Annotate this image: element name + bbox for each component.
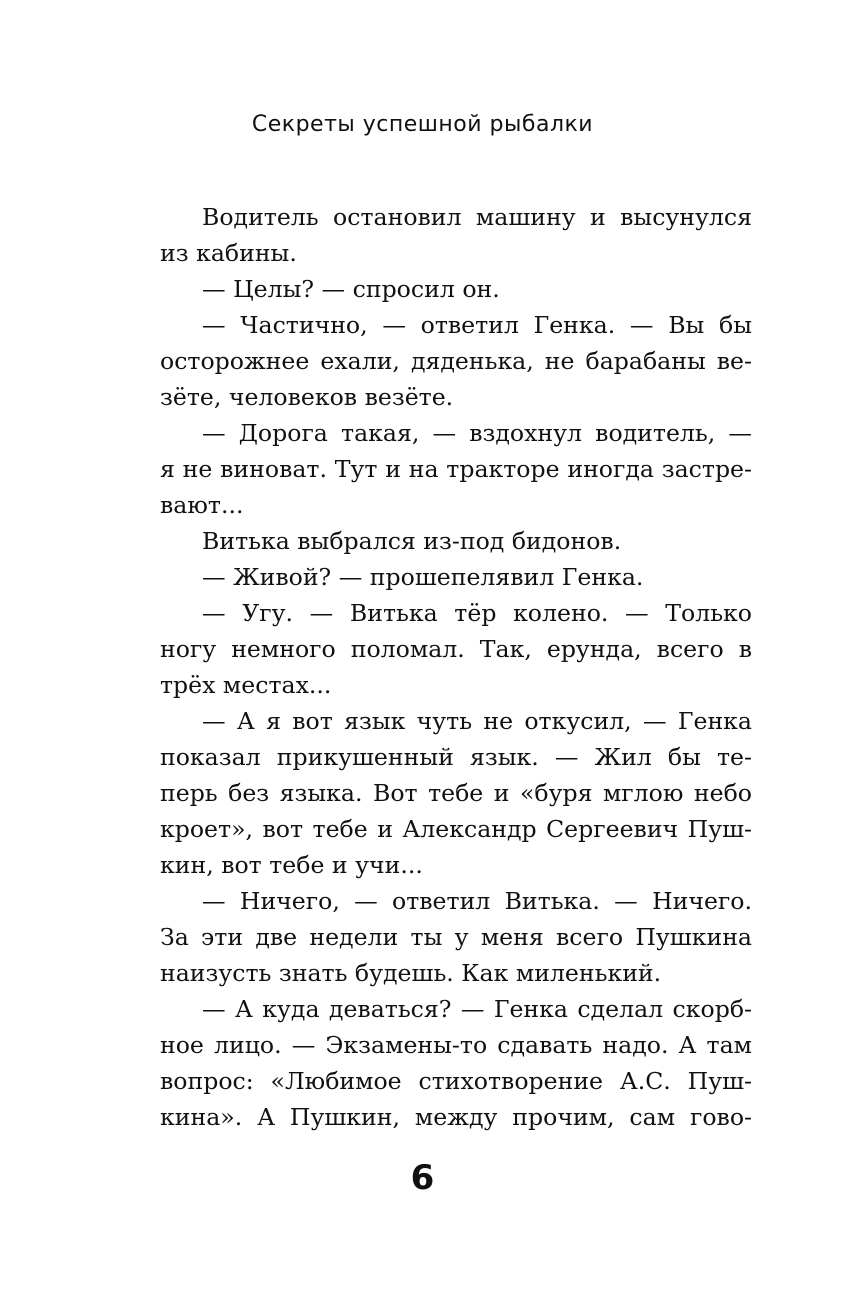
body-text xyxy=(160,199,752,1135)
text-line: — Живой? — прошепелявил Генка. xyxy=(202,563,644,591)
text-line: наизусть знать будешь. Как миленький. xyxy=(160,959,662,987)
page-number: 6 xyxy=(410,1158,435,1198)
text-line: кин, вот тебе и учи... xyxy=(160,851,423,879)
running-title: Секреты успешной рыбалки xyxy=(251,112,594,137)
text-line: — Частично, — ответил Генка. — Вы бы xyxy=(202,311,752,339)
text-line: — Угу. — Витька тёр колено. — Только xyxy=(202,599,752,627)
text-line: из кабины. xyxy=(160,239,297,267)
text-line: осторожнее ехали, дяденька, не барабаны ве- xyxy=(160,347,752,375)
text-line: ное лицо. — Экзамены-то сдавать надо. А там xyxy=(160,1031,752,1059)
text-line: — А я вот язык чуть не откусил, — Генка xyxy=(202,707,752,735)
text-line: Водитель остановил машину и высунулся xyxy=(202,203,752,231)
text-line: показал прикушенный язык. — Жил бы те- xyxy=(160,743,752,771)
text-line: За эти две недели ты у меня всего Пушкина xyxy=(160,923,752,951)
text-line: вопрос: «Любимое стихотворение А.С. Пуш- xyxy=(160,1067,752,1095)
text-line: трёх местах... xyxy=(160,671,332,699)
text-line: перь без языка. Вот тебе и «буря мглою небо xyxy=(160,779,752,807)
text-line: я не виноват. Тут и на тракторе иногда застре- xyxy=(160,455,752,483)
text-line: ногу немного поломал. Так, ерунда, всего в xyxy=(160,635,752,663)
text-line: кроет», вот тебе и Александр Сергеевич Пуш- xyxy=(160,815,752,843)
text-line: вают... xyxy=(160,491,244,519)
text-line: кина». А Пушкин, между прочим, сам гово- xyxy=(160,1103,752,1131)
text-line: — А куда деваться? — Генка сделал скорб- xyxy=(202,995,752,1023)
text-line: Витька выбрался из-под бидонов. xyxy=(202,527,622,555)
text-line: — Ничего, — ответил Витька. — Ничего. xyxy=(202,887,752,915)
text-line: — Дорога такая, — вздохнул водитель, — xyxy=(202,419,752,447)
text-line: — Целы? — спросил он. xyxy=(202,275,500,303)
text-line: зёте, человеков везёте. xyxy=(160,383,454,411)
